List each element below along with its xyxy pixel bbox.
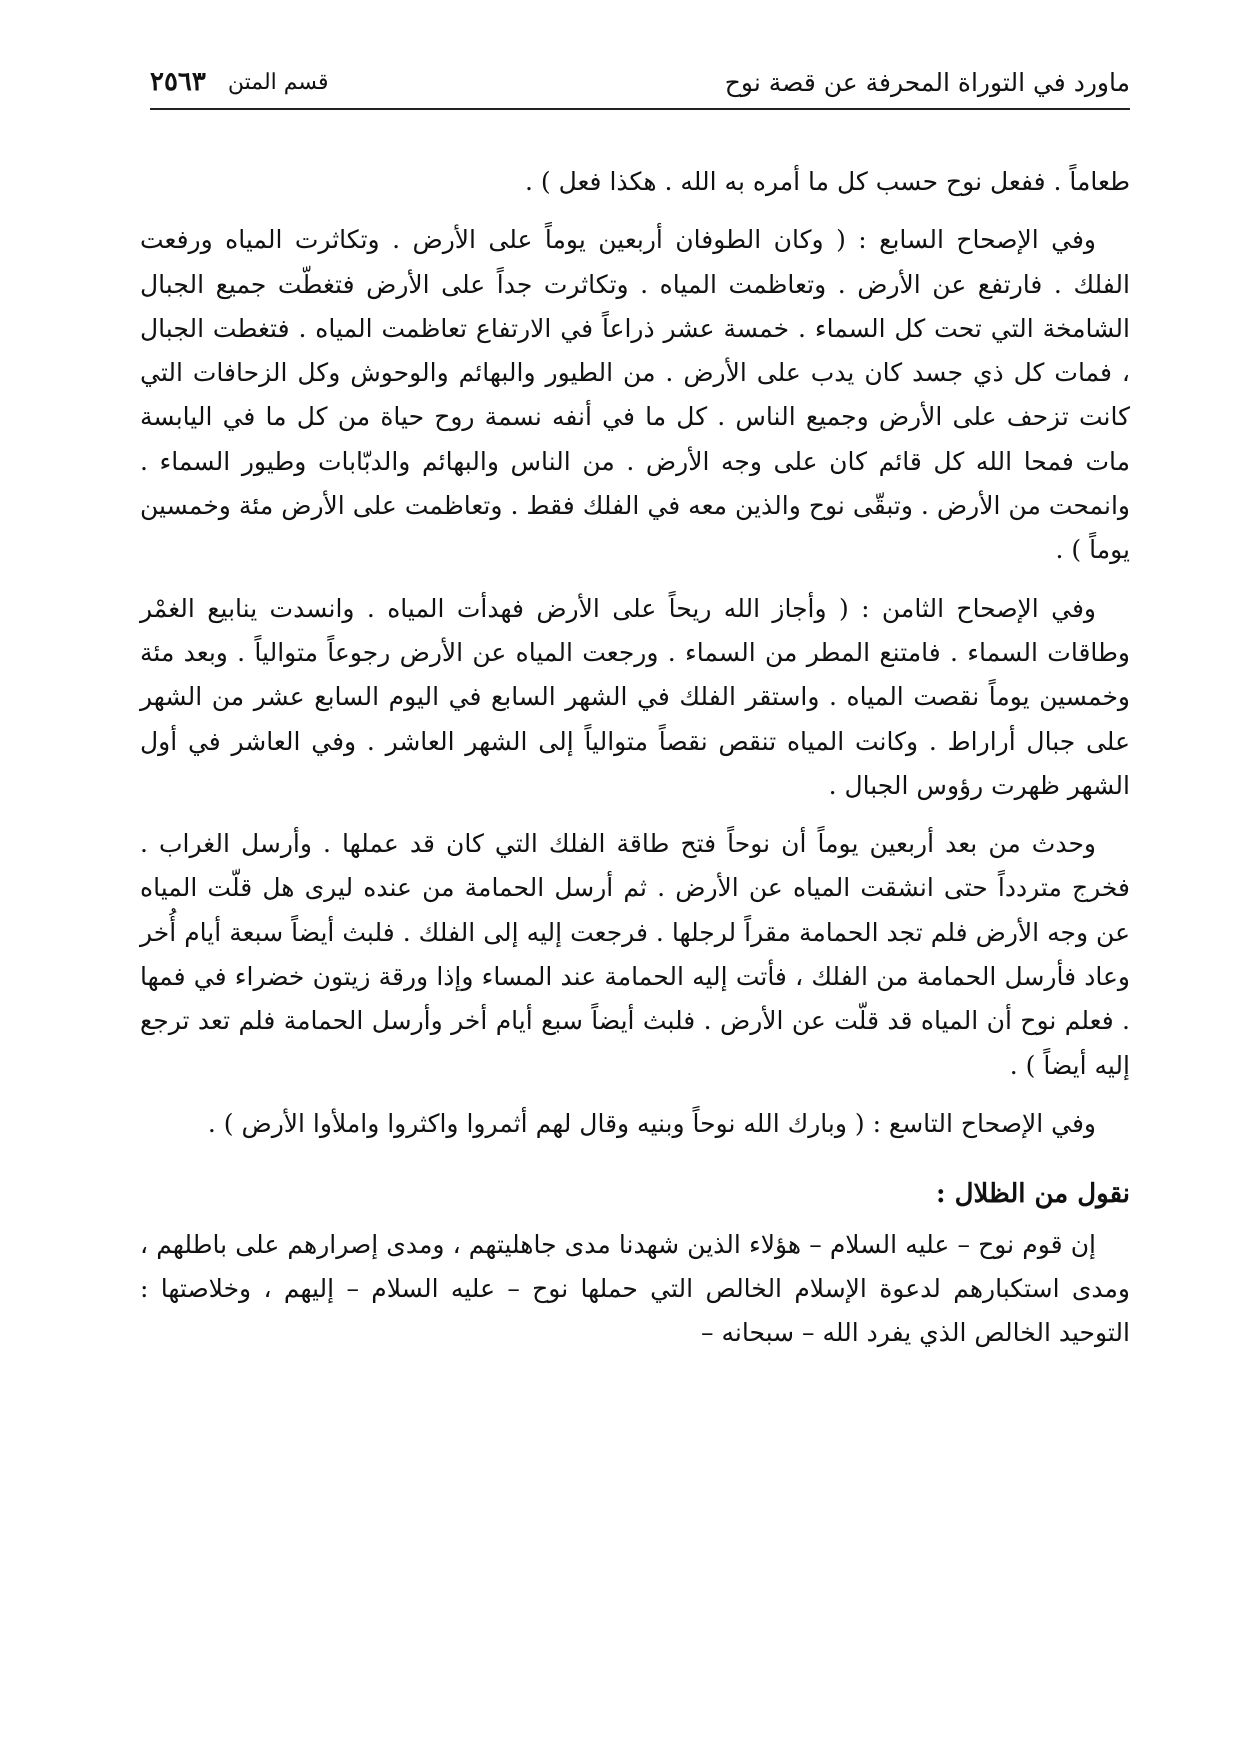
- paragraph-commentary: إن قوم نوح – عليه السلام – هؤلاء الذين شهدنا مدى جاهليتهم ، ومدى إصرارهم على باطلهم ، ومدى استكبارهم لدعوة الإسلام الخالص التي حملها نوح – عليه السلام – إليهم ، وخلاصتها : التوحيد الخالص الذي يفرد الله – سبحانه –: [140, 1229, 1130, 1348]
- body-text: [140, 160, 1130, 1369]
- header-title: ماورد في التوراة المحرفة عن قصة نوح: [724, 67, 1130, 97]
- paragraph-chapter-eight: وفي الإصحاح الثامن : ( وأجاز الله ريحاً على الأرض فهدأت المياه . وانسدت ينابيع الغمْر وطاقات السماء . فامتنع المطر من السماء . ورجعت المياه عن الأرض رجوعاً متوالياً . وبعد مئة وخمسين يوماً نقصت المياه . واستقر الفلك في الشهر السابع في اليوم السابع عشر من الشهر على جبال أراراط . وكانت المياه تنقص نقصاً متوالياً إلى الشهر العاشر . وفي العاشر في أول الشهر ظهرت رؤوس الجبال .: [140, 593, 1130, 800]
- paragraph-chapter-seven: وفي الإصحاح السابع : ( وكان الطوفان أربعين يوماً على الأرض . وتكاثرت المياه ورفعت الفلك . فارتفع عن الأرض . وتعاظمت المياه . وتكاثرت جداً على الأرض فتغطّت جميع الجبال الشامخة التي تحت كل السماء . خمسة عشر ذراعاً في الارتفاع تعاظمت المياه . فتغطت الجبال ، فمات كل ذي جسد كان يدب على الأرض . من الطيور والبهائم والوحوش وكل الزحافات التي كانت تزحف على الأرض وجميع الناس . كل ما في أنفه نسمة روح حياة من كل ما في اليابسة مات فمحا الله كل قائم كان على وجه الأرض . من الناس والبهائم والدبّابات وطيور السماء . وانمحت من الأرض . وتبقّى نوح والذين معه في الفلك فقط . وتعاظمت على الأرض مئة وخمسين يوماً ) .: [140, 225, 1130, 565]
- section-heading: نقول من الظلال :: [935, 1179, 1130, 1210]
- header-divider: [150, 108, 1130, 110]
- running-header: [150, 62, 1130, 102]
- paragraph-chapter-nine: وفي الإصحاح التاسع : ( وبارك الله نوحاً وبنيه وقال لهم أثمروا واكثروا واملأوا الأرض ) .: [207, 1108, 1096, 1138]
- page-number: ٢٥٦٣: [150, 67, 206, 97]
- paragraph-raven-dove: وحدث من بعد أربعين يوماً أن نوحاً فتح طاقة الفلك التي كان قد عملها . وأرسل الغراب . فخرج متردداً حتى انشقت المياه عن الأرض . ثم أرسل الحمامة من عنده ليرى هل قلّت المياه عن وجه الأرض فلم تجد الحمامة مقراً لرجلها . فرجعت إليه إلى الفلك . فلبث أيضاً سبعة أيام أُخر وعاد فأرسل الحمامة من الفلك ، فأتت إليه الحمامة عند المساء وإذا ورقة زيتون خضراء في فمها . فعلم نوح أن المياه قد قلّت عن الأرض . فلبث أيضاً سبع أيام أخر وأرسل الحمامة فلم تعد ترجع إليه أيضاً ) .: [140, 829, 1130, 1080]
- paragraph-continuation: طعاماً . ففعل نوح حسب كل ما أمره به الله . هكذا فعل ) .: [524, 167, 1130, 196]
- header-section-label: قسم المتن: [227, 69, 329, 95]
- header-section-group: [150, 67, 329, 97]
